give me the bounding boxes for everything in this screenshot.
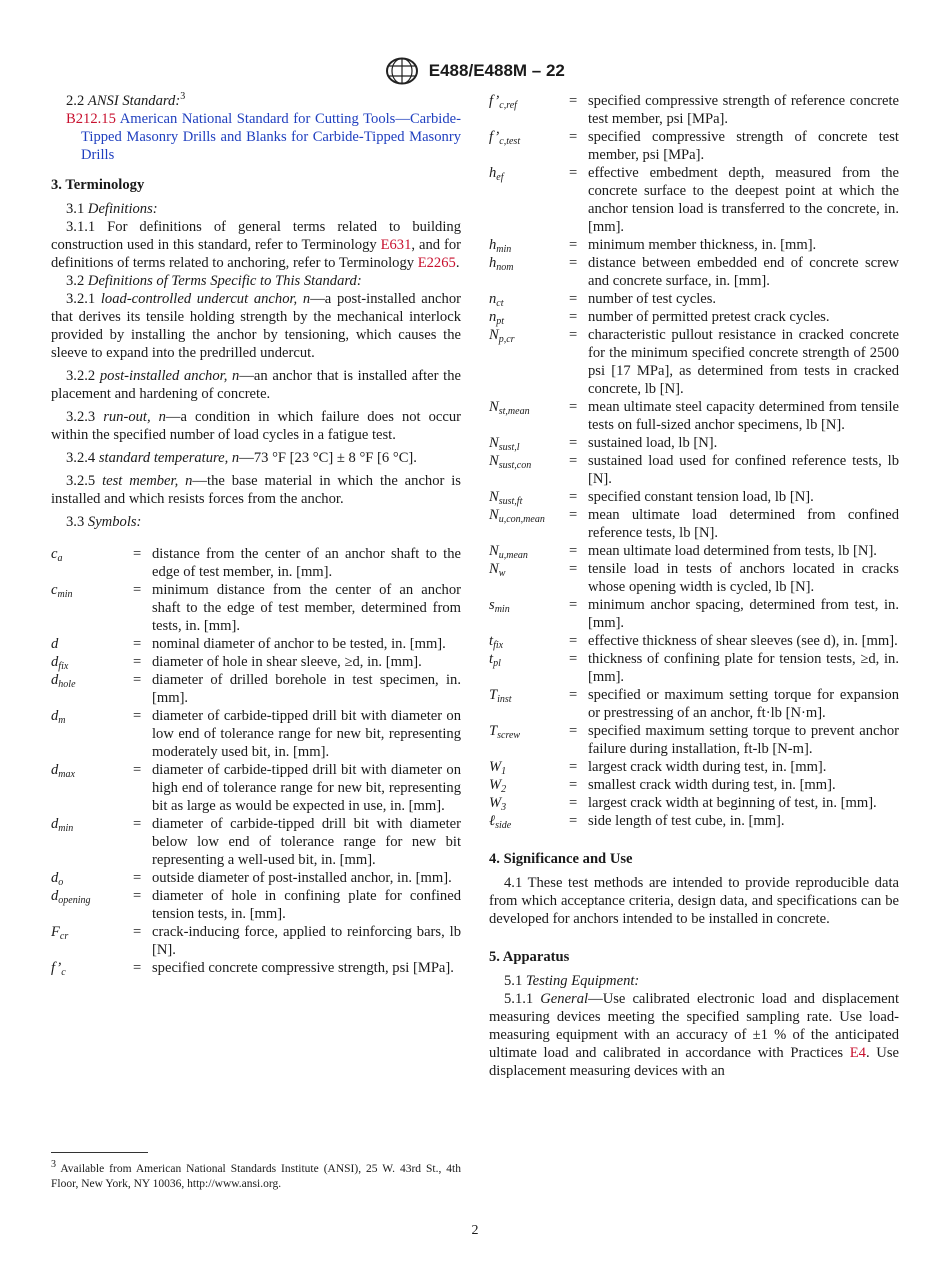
symbol-description: sustained load used for confined reference tests, lb [N]. [588,453,899,487]
equals-sign: = [569,435,578,451]
symbol [51,887,133,923]
symbol-description: diameter of carbide-tipped drill bit with diameter on low end of tolerance range for new bit, representing moderately used bit, in. [mm]. [152,708,461,760]
symbol [489,650,569,686]
symbol-base: f’ [51,960,62,976]
symbol-base: s [489,597,495,613]
equals-sign: = [133,924,142,940]
symbol-base: N [489,543,499,559]
symbol-description: distance between embedded end of concrete screw and concrete surface, in. [mm]. [588,255,899,289]
symbol-description: number of test cycles. [588,291,717,307]
symbol [51,761,133,815]
equals-sign: = [569,795,578,811]
equals-sign: = [569,327,578,343]
equals-sign: = [569,399,578,415]
symbol [489,560,569,596]
symbol [51,545,133,581]
definition-item [51,408,461,444]
equals-sign: = [133,762,142,778]
symbol [489,758,569,776]
symbol [489,488,569,506]
para-3-3: 3.3 Symbols: [66,514,142,530]
symbol-row [489,452,899,488]
equals-sign: = [133,672,142,688]
symbol [489,632,569,650]
symbol-base: d [51,870,59,886]
symbol-base: h [489,237,497,253]
symbol-base: d [51,672,59,688]
symbol [489,812,569,830]
symbol-description: outside diameter of post-installed anchor, in. [mm]. [152,870,452,886]
section-3-heading: 3. Terminology [51,177,145,193]
ref-code-link[interactable]: B212.15 [66,111,116,127]
symbol-subscript: fix [58,661,69,672]
page-number: 2 [471,1223,479,1238]
symbol-row [489,128,899,164]
reference-b212-15 [51,110,461,164]
symbol [489,398,569,434]
symbol-subscript: st,mean [498,406,530,417]
equals-sign: = [569,561,578,577]
symbol [51,923,133,959]
section-4-heading: 4. Significance and Use [489,851,633,867]
definition-number: 3.2.3 [66,409,96,425]
symbol-row [489,164,899,236]
symbol-row [51,869,461,887]
symbol-description: diameter of hole in shear sleeve, ≥d, in. [mm]. [152,654,422,670]
link-e631[interactable]: E631 [380,237,412,253]
symbol-base: N [489,489,499,505]
equals-sign: = [569,309,578,325]
equals-sign: = [569,651,578,667]
equals-sign: = [569,633,578,649]
symbol-subscript: u,con,mean [498,514,545,525]
symbol-description: mean ultimate load determined from tests, lb [N]. [588,543,877,559]
symbol-row [489,488,899,506]
symbol-base: N [489,561,499,577]
symbol [489,254,569,290]
symbol-row [489,560,899,596]
symbol-base: f’ [489,129,500,145]
symbol-description: largest crack width at beginning of test, in. [mm]. [588,795,877,811]
symbol [489,596,569,632]
symbol-description: specified compressive strength of concrete test member, psi [MPa]. [588,129,899,163]
symbol [489,128,569,164]
symbol-row [489,236,899,254]
symbol-base: h [489,255,497,271]
para-3-1-1: 3.1.1 For definitions of general terms related to building construction used in this standard, refer to Terminology E631, and for definitions of terms related to anchoring, refer to Terminology E2265. [51,219,461,271]
equals-sign: = [569,129,578,145]
symbol [489,326,569,398]
equals-sign: = [569,255,578,271]
symbol [489,686,569,722]
symbol [489,794,569,812]
symbol-base: d [51,708,59,724]
symbol-description: side length of test cube, in. [mm]. [588,813,785,829]
symbol-subscript: w [498,568,506,579]
definition-number: 3.2.2 [66,368,96,384]
symbol [489,776,569,794]
symbol-description: characteristic pullout resistance in cracked concrete for the minimum specified concrete strength of 2500 psi [17 MPa], as determined from tests in cracked concrete, lb [N]. [588,327,899,397]
symbol-subscript: hole [58,679,76,690]
footnote-3: $^3$ Available from American National Standards Institute (ANSI), 25 W. 43rd St., 4th Floor, New York, NY 10036, http://www.ansi.org. [51,1159,461,1190]
symbol-subscript: opening [58,895,91,906]
symbol-description: diameter of drilled borehole in test specimen, in. [mm]. [152,672,461,706]
ref-title-link[interactable]: American National Standard for Cutting Tools—Carbide-Tipped Masonry Drills and Blanks for Carbide-Tipped Masonry Drills [81,111,461,163]
definition-number: 3.2.4 [66,450,96,466]
symbol-base: T [489,687,498,703]
equals-sign: = [569,597,578,613]
symbol [489,308,569,326]
equals-sign: = [569,237,578,253]
symbol-description: smallest crack width during test, in. [mm]. [588,777,836,793]
footnote-rule [51,1152,148,1153]
para-5-1: 5.1 Testing Equipment: [504,973,640,989]
link-e4[interactable]: E4 [849,1045,866,1061]
section-5-heading: 5. Apparatus [489,949,570,965]
symbol-base: T [489,723,498,739]
symbol [51,869,133,887]
definition-item [51,290,461,362]
symbol-description: minimum member thickness, in. [mm]. [588,237,817,253]
symbol [489,452,569,488]
symbol-base: d [51,888,59,904]
symbol-row [51,761,461,815]
symbol-row [489,254,899,290]
symbol-subscript: pl [493,658,501,669]
symbol-subscript: u,mean [498,550,528,561]
symbol-description: distance from the center of an anchor shaft to the edge of test member, in. [mm]. [152,546,461,580]
symbol-row [489,776,899,794]
symbol-description: specified compressive strength of reference concrete test member, psi [MPa]. [588,93,899,127]
symbol-subscript: sust,ft [498,496,523,507]
symbol-subscript: a [57,553,63,564]
symbols-list-right [489,92,899,830]
symbol-row [489,542,899,560]
symbol-subscript: 1 [501,766,507,777]
equals-sign: = [133,636,142,652]
symbol-base: t [489,651,494,667]
symbol [51,707,133,761]
symbol-subscript: c [61,967,66,978]
definition-term: standard temperature, n [98,450,240,466]
symbol-row [489,290,899,308]
symbol-description: diameter of carbide-tipped drill bit with diameter on high end of tolerance range for new bit, representing bit as large as would be expected in use, in. [mm]. [152,762,461,814]
symbol-subscript: 2 [501,784,507,795]
symbol-row [489,506,899,542]
symbol [489,236,569,254]
definition-text: —an anchor that is installed after the placement and hardening of concrete. [51,368,461,402]
symbol-subscript: min [496,244,512,255]
symbol [51,581,133,635]
symbol-subscript: sust,con [498,460,532,471]
symbol-description: tensile load in tests of anchors located in cracks whose opening width is cycled, lb [N]. [588,561,899,595]
equals-sign: = [133,654,142,670]
symbol-subscript: nom [496,262,514,273]
symbol-subscript: min [494,604,510,615]
symbol-row [489,326,899,398]
equals-sign: = [133,888,142,904]
equals-sign: = [569,813,578,829]
symbol-description: crack-inducing force, applied to reinforcing bars, lb [N]. [152,924,461,958]
symbol-row [489,92,899,128]
symbol-subscript: inst [497,694,512,705]
symbol-description: largest crack width during test, in. [mm]. [588,759,827,775]
equals-sign: = [569,723,578,739]
right-column [489,92,899,1080]
symbol-row [51,581,461,635]
left-column [51,92,461,977]
symbol-base: t [489,633,494,649]
symbol-row [51,653,461,671]
symbol [489,542,569,560]
symbol-row [489,722,899,758]
definition-number: 3.2.5 [66,473,96,489]
equals-sign: = [569,759,578,775]
symbol-subscript: min [57,589,73,600]
symbol-row [489,686,899,722]
symbol-base: W [489,777,502,793]
para-3-1: 3.1 Definitions: [66,201,158,217]
symbol-row [51,959,461,977]
symbol-description: specified constant tension load, lb [N]. [588,489,814,505]
symbol [51,959,133,977]
link-e2265[interactable]: E2265 [417,255,456,271]
symbol-subscript: ef [496,172,504,183]
symbol [51,653,133,671]
symbol-row [489,632,899,650]
symbol [489,92,569,128]
symbol-description: minimum distance from the center of an anchor shaft to the edge of test member, determined from tests, in. [mm]. [152,582,461,634]
equals-sign: = [569,687,578,703]
symbol-base: N [489,453,499,469]
symbol-base: N [489,399,499,415]
symbol-description: specified or maximum setting torque for expansion or prestressing of an anchor, ft·lb [N·m]. [588,687,899,721]
page-header [0,57,950,85]
symbol-row [489,434,899,452]
definitions-list [51,290,461,508]
definition-text: —73 °F [23 °C] ± 8 °F [6 °C]. [239,450,417,466]
symbol-subscript: max [58,769,75,780]
definition-term: run-out, n [103,409,166,425]
definition-item [51,449,461,467]
section-2-2: 2.2 ANSI Standard:$^3$ [66,91,186,109]
symbol-subscript: pt [496,316,505,327]
symbol-base: W [489,759,502,775]
symbol-subscript: m [58,715,66,726]
symbol [489,164,569,236]
definition-text: —the base material in which the anchor is installed and which resists forces from the anchor. [51,473,461,507]
symbol-row [489,812,899,830]
equals-sign: = [569,777,578,793]
definition-text: —a condition in which failure does not occur within the specified number of load cycles in a fatigue test. [51,409,462,443]
symbol-description: specified maximum setting torque to prevent anchor failure during installation, ft-lb [N-m]. [588,723,899,757]
symbol-subscript: p,cr [498,334,515,345]
equals-sign: = [133,546,142,562]
symbol-description: mean ultimate steel capacity determined from tensile tests on full-sized anchor specimens, lb [N]. [588,399,899,433]
symbol-base: n [489,291,497,307]
symbol-base: W [489,795,502,811]
symbol-row [51,815,461,869]
symbol [51,671,133,707]
symbol-description: number of permitted pretest crack cycles. [588,309,830,325]
symbol [51,815,133,869]
symbol-subscript: cr [59,931,69,942]
symbol-subscript: 3 [501,802,507,813]
symbol-row [489,758,899,776]
definition-number: 3.2.1 [66,291,96,307]
symbol-description: nominal diameter of anchor to be tested, in. [mm]. [152,636,446,652]
equals-sign: = [133,960,142,976]
symbol-description: diameter of carbide-tipped drill bit with diameter below low end of tolerance range for new bit representing a well-used bit, in. [mm]. [152,816,461,868]
symbols-list-left [51,545,461,977]
symbol-row [51,671,461,707]
definition-text: —a post-installed anchor that derives its tensile holding strength by the mechanical interlock provided by installing the anchor by tensioning, which causes the sleeve to expand into the predrilled undercut. [51,291,461,361]
symbol-row [51,635,461,653]
equals-sign: = [569,165,578,181]
definition-term: post-installed anchor, n [99,368,240,384]
symbol-base: ℓ [489,813,496,829]
symbol-subscript: side [495,820,512,831]
symbol-subscript: o [58,877,64,888]
symbol-row [489,794,899,812]
equals-sign: = [569,93,578,109]
definition-item [51,367,461,403]
symbol [489,434,569,452]
symbol-subscript: min [58,823,74,834]
equals-sign: = [569,291,578,307]
symbol-row [51,707,461,761]
astm-logo [385,57,419,85]
symbol-row [489,596,899,632]
equals-sign: = [569,543,578,559]
symbol [489,722,569,758]
symbol-row [489,398,899,434]
symbol-subscript: fix [493,640,504,651]
symbol-base: h [489,165,497,181]
symbol-base: d [51,654,59,670]
equals-sign: = [569,489,578,505]
symbol-row [51,887,461,923]
symbol-base: N [489,435,499,451]
equals-sign: = [133,708,142,724]
symbol-subscript: screw [497,730,521,741]
symbol-base: c [51,546,58,562]
symbol-base: F [51,924,60,940]
symbol-base: d [51,636,59,652]
symbol-base: d [51,762,59,778]
symbol-base: f’ [489,93,500,109]
para-3-2: 3.2 Definitions of Terms Specific to This Standard: [66,273,362,289]
symbol [51,635,133,653]
symbol-base: N [489,327,499,343]
symbol-base: d [51,816,59,832]
symbol-description: specified concrete compressive strength, psi [MPa]. [152,960,454,976]
symbol-row [51,923,461,959]
symbol-row [489,308,899,326]
symbol-subscript: sust,l [498,442,520,453]
equals-sign: = [133,582,142,598]
para-4-1: 4.1 These test methods are intended to provide reproducible data from which acceptance criteria, design data, and specifications can be developed for anchors intended to be installed in concrete. [489,875,899,927]
symbol-base: c [51,582,58,598]
symbol-base: N [489,507,499,523]
symbol-subscript: c,ref [499,100,517,111]
standard-designation: E488/E488M – 22 [428,61,565,80]
equals-sign: = [569,507,578,523]
symbol-description: effective thickness of shear sleeves (see d), in. [mm]. [588,633,898,649]
symbol-subscript: c,test [499,136,521,147]
symbol-row [51,545,461,581]
symbol-base: n [489,309,497,325]
symbol-row [489,650,899,686]
symbol-description: mean ultimate load determined from confined reference tests, lb [N]. [588,507,899,541]
symbol-description: thickness of confining plate for tension tests, ≥d, in. [mm]. [588,651,899,685]
para-5-1-1: 5.1.1 General—Use calibrated electronic load and displacement measuring devices meeting the specified sampling rate. Use load-measuring equipment with an accuracy of ±1 % of the anticipated ultimate load and calibrated in accordance with Practices E4. Use displacement measuring devices with an [489,991,899,1079]
symbol-description: sustained load, lb [N]. [588,435,718,451]
symbol [489,506,569,542]
symbol [489,290,569,308]
equals-sign: = [133,816,142,832]
symbol-description: effective embedment depth, measured from the concrete surface to the deepest point at which the anchor tension load is transferred to the concrete, in. [mm]. [588,165,899,235]
symbol-description: minimum anchor spacing, determined from test, in. [mm]. [588,597,899,631]
equals-sign: = [133,870,142,886]
equals-sign: = [569,453,578,469]
symbol-subscript: ct [496,298,504,309]
definition-term: load-controlled undercut anchor, n [100,291,311,307]
definition-item [51,472,461,508]
definition-term: test member, n [102,473,193,489]
symbol-description: diameter of hole in confining plate for confined tension tests, in. [mm]. [152,888,461,922]
